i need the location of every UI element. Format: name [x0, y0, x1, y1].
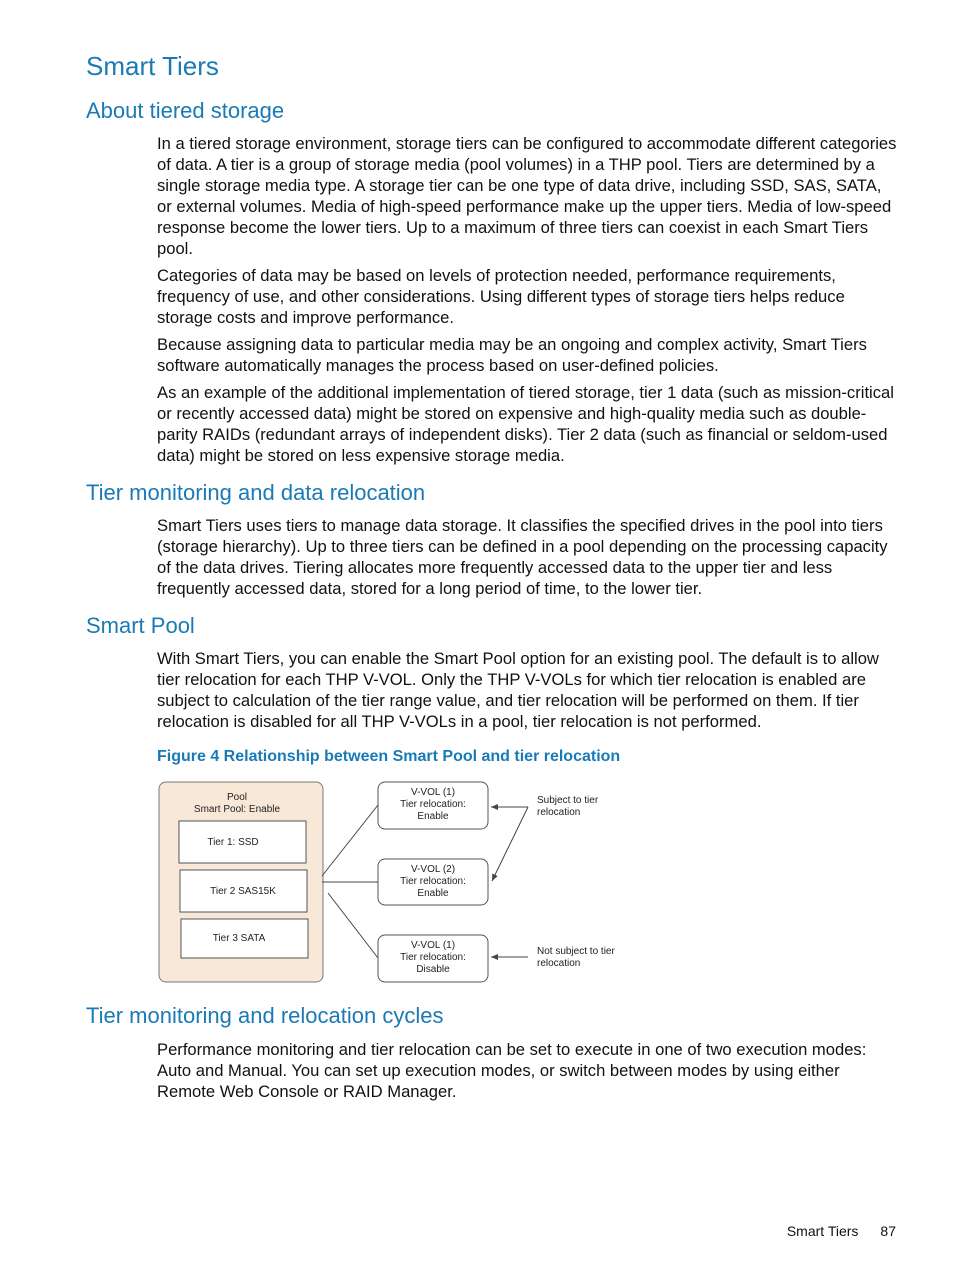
- tier-3-label: Tier 3 SATA: [212, 933, 266, 944]
- vvol-1-relocation: Tier relocation:: [400, 799, 466, 810]
- pool-label: Pool: [226, 792, 248, 803]
- vvol-1-state: Enable: [417, 811, 449, 822]
- section-heading-tier-monitoring-data-relocation: Tier monitoring and data relocation: [86, 480, 426, 505]
- vvol-1-name: V-VOL (1): [410, 787, 456, 798]
- vvol-3-state: Disable: [416, 964, 450, 975]
- note-not-subject-line-1: Not subject to tier: [537, 946, 615, 957]
- vvol-3-relocation: Tier relocation:: [400, 952, 466, 963]
- section-heading-smart-pool: Smart Pool: [86, 613, 195, 638]
- vvol-3-name: V-VOL (1): [410, 940, 456, 951]
- page-title: Smart Tiers: [86, 51, 219, 81]
- relationship-diagram: [150, 775, 630, 987]
- paragraph: In a tiered storage environment, storage tiers can be configured to accommodate different categories of data. A tier is a group of storage media (pool volumes) in a THP pool. Tiers are determined by a single storage media type. A storage tier can be one type of data drive, including SSD, SAS, SATA, or external volumes. Media of high-speed performance make up the upper tiers. Media of low-speed response become the lower tiers. Up to a maximum of three tiers can coexist in each Smart Tiers pool.: [157, 134, 897, 258]
- connector-line: [328, 893, 378, 958]
- tier-2-label: Tier 2 SAS15K: [210, 886, 276, 897]
- paragraph: Smart Tiers uses tiers to manage data storage. It classifies the specified drives in the pool into tiers (storage hierarchy). Up to three tiers can be defined in a pool depending on the processing capacity of the data drives. Tiering allocates more frequently accessed data to the upper tier and less frequently accessed data, stored for a long period of time, to the lower tier.: [157, 516, 888, 598]
- note-subject-line-1: Subject to tier: [537, 795, 599, 806]
- tier-1-label: Tier 1: SSD: [207, 837, 259, 848]
- vvol-2-name: V-VOL (2): [410, 864, 456, 875]
- vvol-2-relocation: Tier relocation:: [400, 876, 466, 887]
- paragraph: With Smart Tiers, you can enable the Smart Pool option for an existing pool. The default is to allow tier relocation for each THP V-VOL. Only the THP V-VOLs for which tier relocation is enabled are subject to calculation of the tier range value, and tier relocation will be performed on them. If tier relocation is disabled for all THP V-VOLs in a pool, tier relocation is not performed.: [157, 649, 879, 731]
- paragraph: Because assigning data to particular media may be an ongoing and complex activity, Smart Tiers software automatically manages the process based on user-defined policies.: [157, 335, 867, 375]
- paragraph: Categories of data may be based on levels of protection needed, performance requirements, frequency of use, and other considerations. Using different types of storage tiers helps reduce storage costs and improve performance.: [157, 266, 845, 327]
- figure-caption: Figure 4 Relationship between Smart Pool and tier relocation: [157, 748, 621, 765]
- note-not-subject-line-2: relocation: [537, 958, 581, 969]
- page-footer: [787, 1223, 896, 1239]
- section-heading-relocation-cycles: Tier monitoring and relocation cycles: [86, 1003, 444, 1028]
- paragraph: As an example of the additional implementation of tiered storage, tier 1 data (such as mission-critical or recently accessed data) might be stored on expensive and high-quality media such as double-parity RAIDs (redundant arrays of independent disks). Tier 2 data (such as financial or seldom-used data) might be stored on less expensive storage media.: [157, 383, 894, 465]
- section-heading-about-tiered-storage: About tiered storage: [86, 98, 285, 123]
- arrow-subject-vvol-2: [492, 807, 528, 881]
- page-number: 87: [880, 1223, 896, 1239]
- note-subject-line-2: relocation: [537, 807, 581, 818]
- pool-option-label: Smart Pool: Enable: [193, 804, 281, 815]
- paragraph: Performance monitoring and tier relocation can be set to execute in one of two execution modes: Auto and Manual. You can set up execution modes, or switch between modes by using either Remote Web Console or RAID Manager.: [157, 1040, 867, 1101]
- connector-line: [322, 805, 378, 876]
- vvol-2-state: Enable: [417, 888, 449, 899]
- footer-section-title: Smart Tiers: [786, 1223, 859, 1239]
